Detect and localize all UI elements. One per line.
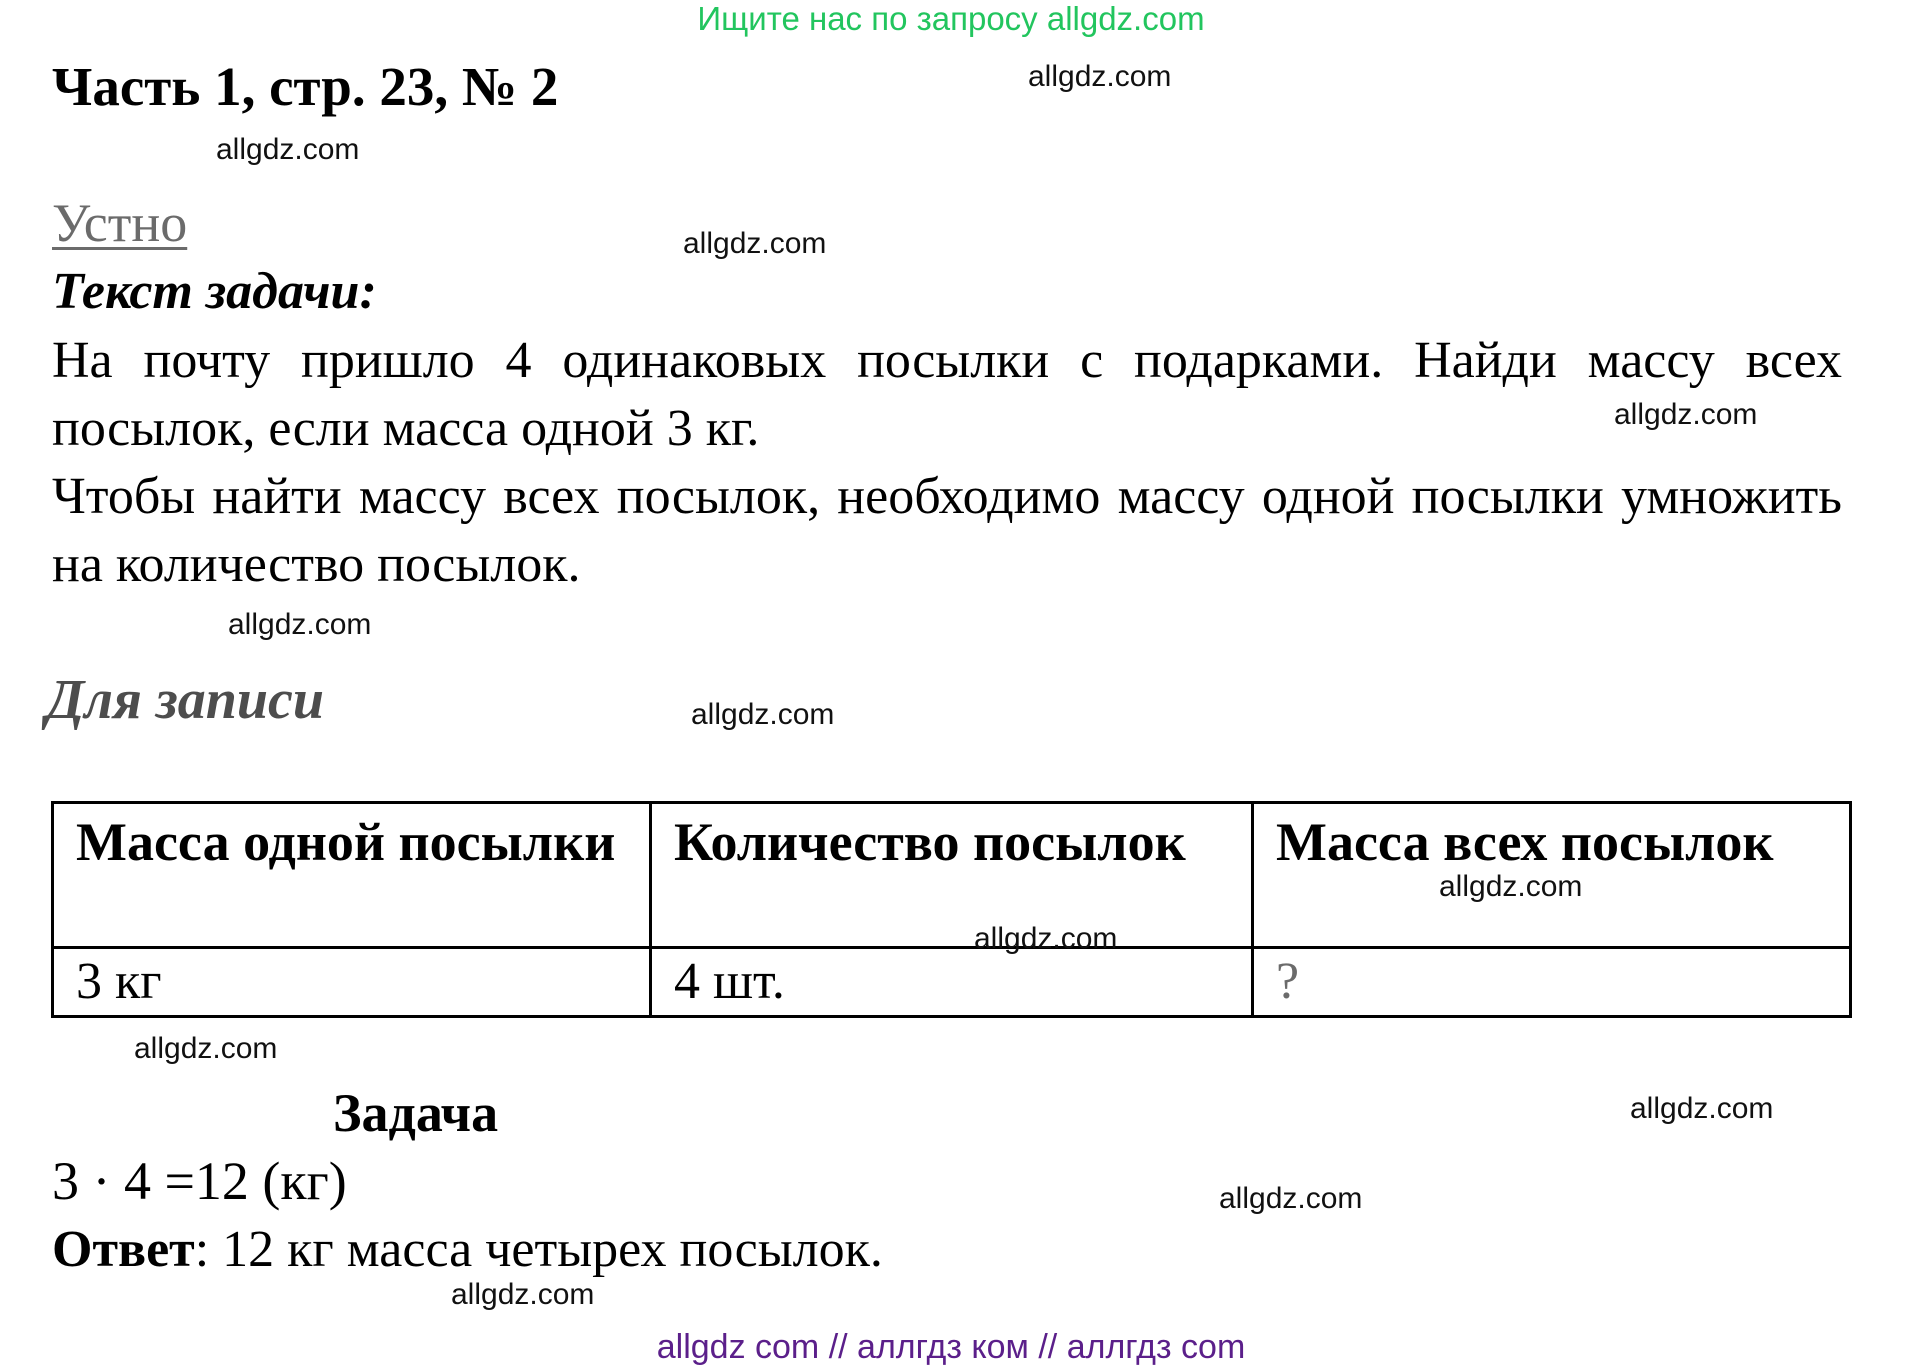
watermark: allgdz.com [134, 1032, 278, 1065]
task-text-title: Текст задачи: [52, 263, 377, 320]
solution-expression: 3 · 4 =12 (кг) [52, 1151, 347, 1211]
table-cell: 3 кг [53, 948, 651, 1017]
table-header-cell: Масса всех посылок [1253, 803, 1851, 948]
answer-label: Ответ [52, 1221, 195, 1278]
answer-text: : 12 кг масса четырех посылок. [194, 1221, 883, 1278]
watermark: allgdz.com [691, 698, 835, 731]
data-table [51, 801, 1852, 1018]
problem-title: Задача [333, 1083, 499, 1143]
task-paragraph: На почту пришло 4 одинаковых посылки с подарками. Найди массу всех посылок, если масса одной 3 кг. [52, 332, 1842, 457]
watermark: allgdz.com [1614, 398, 1758, 431]
watermark: allgdz.com [1219, 1182, 1363, 1215]
watermark: allgdz.com [1028, 60, 1172, 93]
table-header-cell: Масса одной посылки [53, 803, 651, 948]
watermark: allgdz.com [1630, 1092, 1774, 1125]
top-banner[interactable]: Ищите нас по запросу allgdz.com [697, 0, 1205, 37]
answer-line [52, 1220, 883, 1279]
record-title: Для записи [46, 669, 324, 731]
watermark: allgdz.com [216, 133, 360, 166]
watermark: allgdz.com [683, 227, 827, 260]
watermark: allgdz.com [1439, 870, 1583, 903]
page-title: Часть 1, стр. 23, № 2 [52, 56, 559, 117]
explanation-paragraph: Чтобы найти массу всех посылок, необходимо массу одной посылки умножить на количество посылок. [52, 468, 1842, 593]
oral-label: Устно [52, 193, 188, 253]
table-cell: 4 шт. [651, 948, 1253, 1017]
table-row [53, 948, 1851, 1017]
bottom-banner[interactable]: allgdz com // аллгдз ком // аллгдз com [656, 1328, 1246, 1366]
watermark: allgdz.com [228, 608, 372, 641]
watermark: allgdz.com [451, 1278, 595, 1311]
table-header-cell: Количество посылок [651, 803, 1253, 948]
table-cell: ? [1253, 948, 1851, 1017]
watermark: allgdz.com [974, 922, 1118, 955]
